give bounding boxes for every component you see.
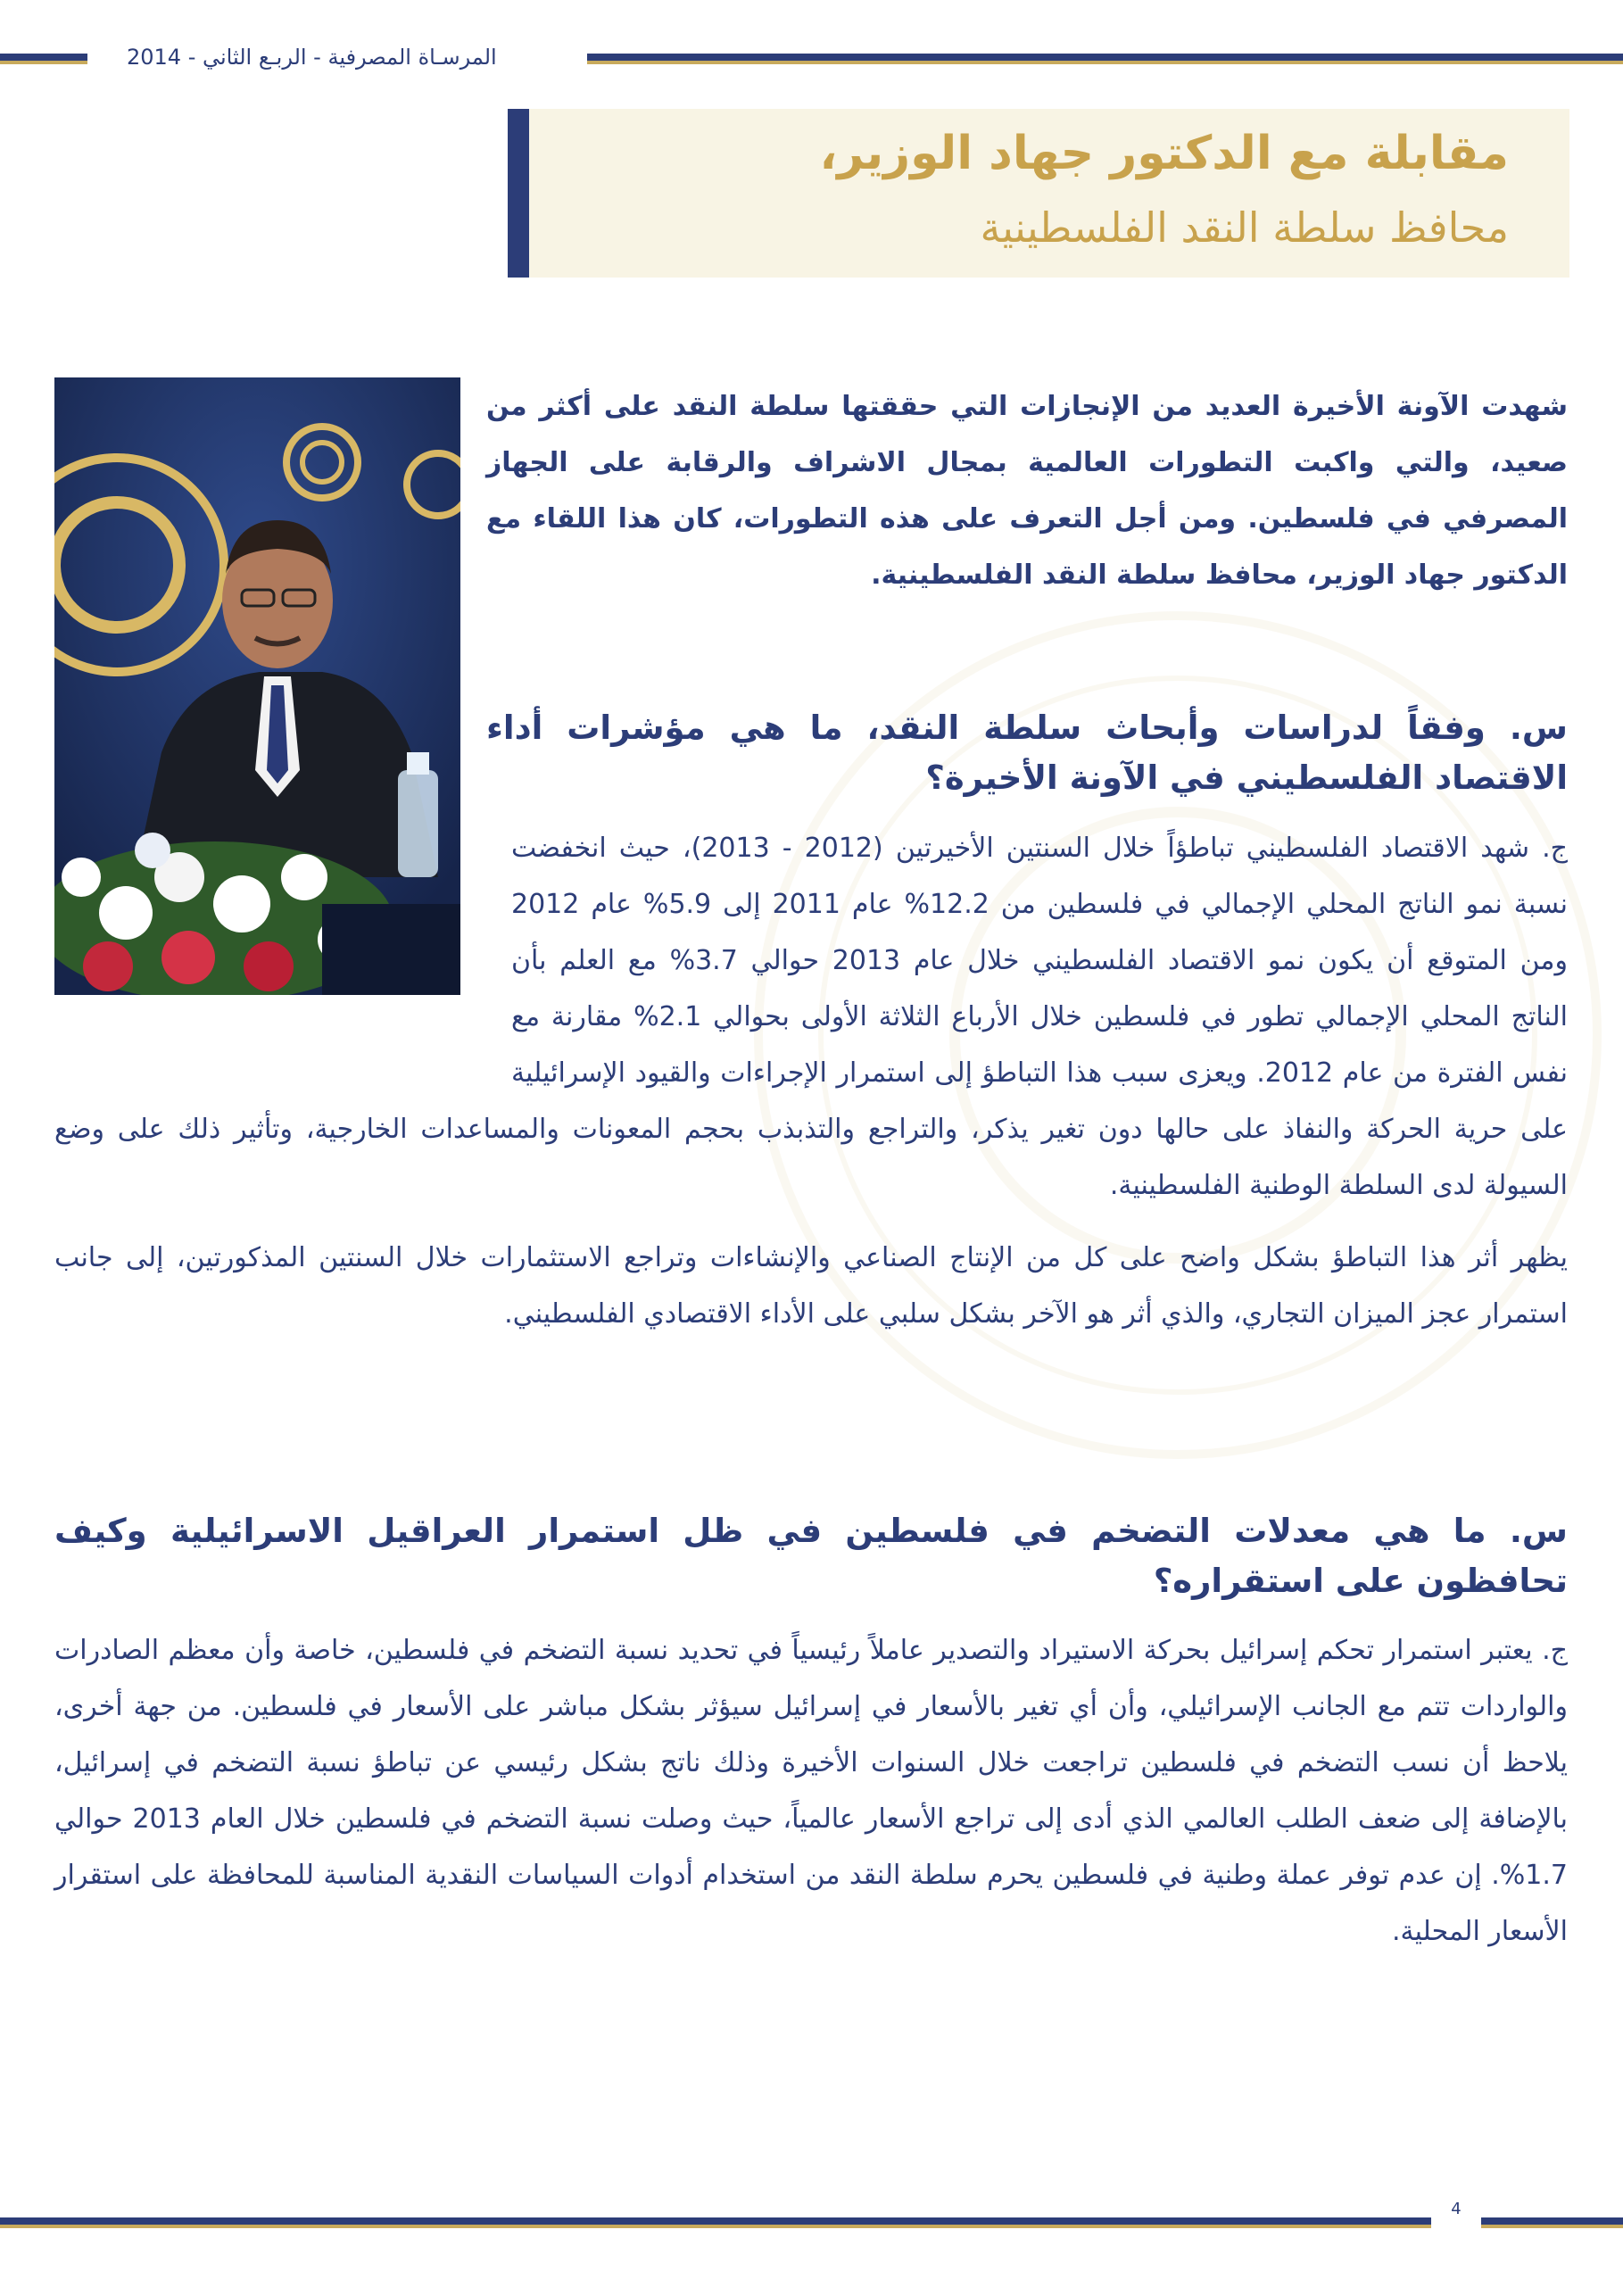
answer-1 xyxy=(54,820,1568,1214)
header-right-bar xyxy=(587,54,1623,64)
page-title: مقابلة مع الدكتور جهاد الوزير، xyxy=(819,127,1509,180)
answer-2: ج. يعتبر استمرار تحكم إسرائيل بحركة الاستيراد والتصدير عاملاً رئيسياً في تحديد نسبة التضخم في فلسطين، خاصة وأن معظم الصادرات والواردات تتم مع الجانب الإسرائيلي، وأن أي تغير بالأسعار في إسرائيل سيؤثر بشكل مباشر على الأسعار في فلسطين. من جهة أخرى، يلاحظ أن نسب التضخم في فلسطين تراجعت خلال السنوات الأخيرة وذلك ناتج بشكل رئيسي عن تباطؤ نسبة التضخم في إسرائيل، بالإضافة إلى ضعف الطلب العالمي الذي أدى إلى تراجع الأسعار عالمياً، حيث وصلت نسبة التضخم في فلسطين خلال العام 2013 حوالي 1.7%. إن عدم توفر عملة وطنية في فلسطين يحرم سلطة النقد من استخدام أدوات السياسات النقدية المناسبة للمحافظة على استقرار الأسعار المحلية. xyxy=(54,1635,1568,1947)
page-number: 4 xyxy=(1451,2200,1462,2218)
answer-1-text: ج. شهد الاقتصاد الفلسطيني تباطؤاً خلال السنتين الأخيرتين (2012 - 2013)، حيث انخفضت نسبة نمو الناتج المحلي الإجمالي في فلسطين من 12.2% عام 2011 إلى 5.9% عام 2012 ومن المتوقع أن يكون نمو الاقتصاد الفلسطيني خلال عام 2013 حوالي 3.7% مع العلم بأن الناتج المحلي الإجمالي تطور في فلسطين خلال الأرباع الثلاثة الأولى بحوالي 2.1% مقارنة مع نفس الفترة من عام 2012. ويعزى سبب هذا التباطؤ إلى استمرار الإجراءات والقيود الإسرائيلية على حرية الحركة والنفاذ على حالها دون تغير يذكر، والتراجع والتذبذب بحجم المعونات والمساعدات الخارجية، وتأثير ذلك على وضع السيولة لدى السلطة الوطنية الفلسطينية. xyxy=(54,833,1569,1201)
header-left-bar xyxy=(0,54,87,64)
footer-left-bar xyxy=(0,2217,1431,2228)
page-subtitle: محافظ سلطة النقد الفلسطينية xyxy=(980,203,1509,252)
title-accent-bar xyxy=(508,109,529,278)
question-1: س. وفقاً لدراسات وأبحاث سلطة النقد، ما هي مؤشرات أداء الاقتصاد الفلسطيني في الآونة الأخيرة؟ xyxy=(486,709,1568,797)
paragraph-2: يظهر أثر هذا التباطؤ بشكل واضح على كل من الإنتاج الصناعي والإنشاءات وتراجع الاستثمارات خلال السنتين المذكورتين، إلى جانب استمرار عجز الميزان التجاري، والذي أثر هو الآخر بشكل سلبي على الأداء الاقتصادي الفلسطيني. xyxy=(54,1242,1568,1330)
photo-wrap-space xyxy=(54,820,486,1047)
question-2: س. ما هي معدلات التضخم في فلسطين في ظل استمرار العراقيل الاسرائيلية وكيف تحافظون على استقراره؟ xyxy=(54,1512,1568,1600)
intro-paragraph: شهدت الآونة الأخيرة العديد من الإنجازات التي حققتها سلطة النقد على أكثر من صعيد، والتي واكبت التطورات العالمية بمجال الاشراف والرقابة على الجهاز المصرفي في فلسطين. ومن أجل التعرف على هذه التطورات، كان هذا اللقاء مع الدكتور جهاد الوزير، محافظ سلطة النقد الفلسطينية. xyxy=(486,391,1568,591)
running-header: المرسـاة المصرفية - الربـع الثاني - 2014 xyxy=(127,45,497,70)
title-box xyxy=(508,109,1569,278)
footer-right-bar xyxy=(1481,2217,1623,2228)
